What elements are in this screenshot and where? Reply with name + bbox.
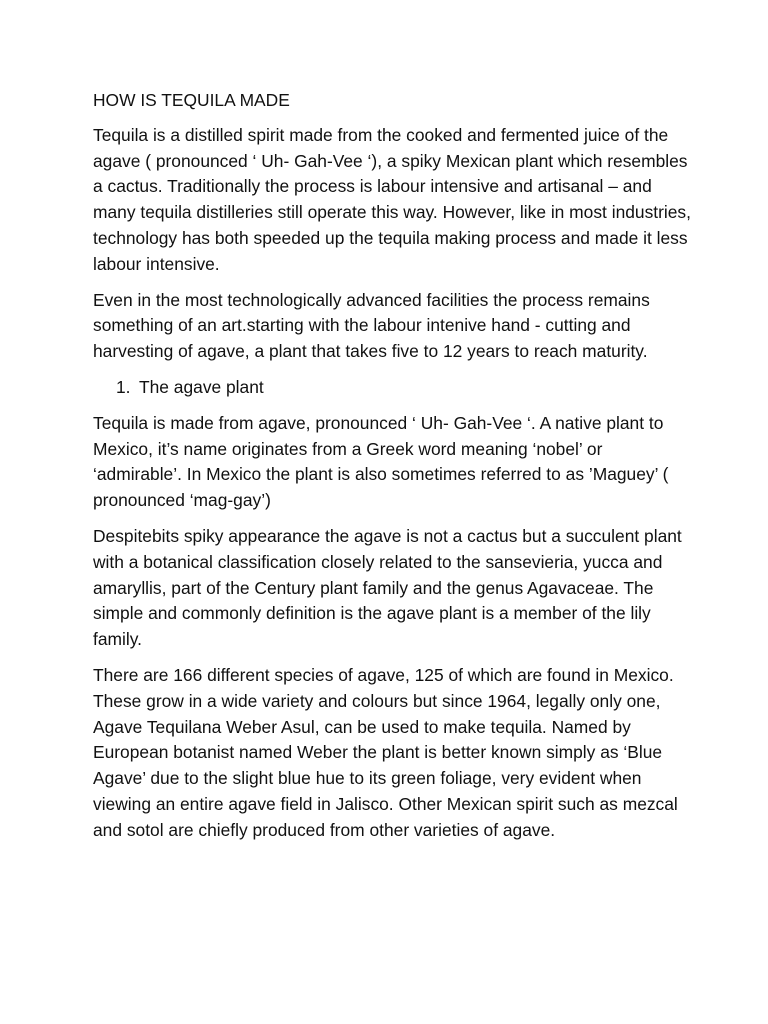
agave-species-paragraph: There are 166 different species of agave, 125 of which are found in Mexico. These grow in a wide variety and colours but since 1964, legally only one, Agave Tequilana Weber Asul, can be used to make tequila. Named by European botanist named Weber the plant is better known simply as ‘Blue Agave’ due to the slight blue hue to its green foliage, very evident when viewing an entire agave field in Jalisco. Other Mexican spirit such as mezcal and sotol are chiefly produced from other varieties of agave. — [93, 664, 678, 840]
agave-classification-paragraph: Despitebits spiky appearance the agave is not a cactus but a succulent plant with a botanical classification closely related to the sansevieria, yucca and amaryllis, part of the Century plant family and the genus Agavaceae. The simple and commonly definition is the agave plant is a member of the lily family. — [93, 525, 682, 650]
document-page — [93, 88, 693, 854]
agave-origin-paragraph: Tequila is made from agave, pronounced ‘ Uh- Gah-Vee ‘. A native plant to Mexico, it’s name originates from a Greek word meaning ‘nobel’ or ‘admirable’. In Mexico the plant is also sometimes referred to as ’Maguey’ ( pronounced ‘mag-gay’) — [93, 412, 669, 511]
list-number: 1. — [116, 376, 131, 397]
list-item-text: The agave plant — [139, 376, 264, 397]
document-title: HOW IS TEQUILA MADE — [93, 90, 290, 110]
intro-paragraph: Tequila is a distilled spirit made from the cooked and fermented juice of the agave ( pronounced ‘ Uh- Gah-Vee ‘), a spiky Mexican plant which resembles a cactus. Traditionally the process is labour intensive and artisanal – and many tequila distilleries still operate this way. However, like in most industries, technology has both speeded up the tequila making process and made it less labour intensive. — [93, 124, 691, 274]
process-paragraph: Even in the most technologically advanced facilities the process remains something of an art.starting with the labour intenive hand - cutting and harvesting of agave, a plant that takes five to 12 years to reach maturity. — [93, 289, 650, 362]
section-heading-agave-plant — [93, 375, 693, 401]
